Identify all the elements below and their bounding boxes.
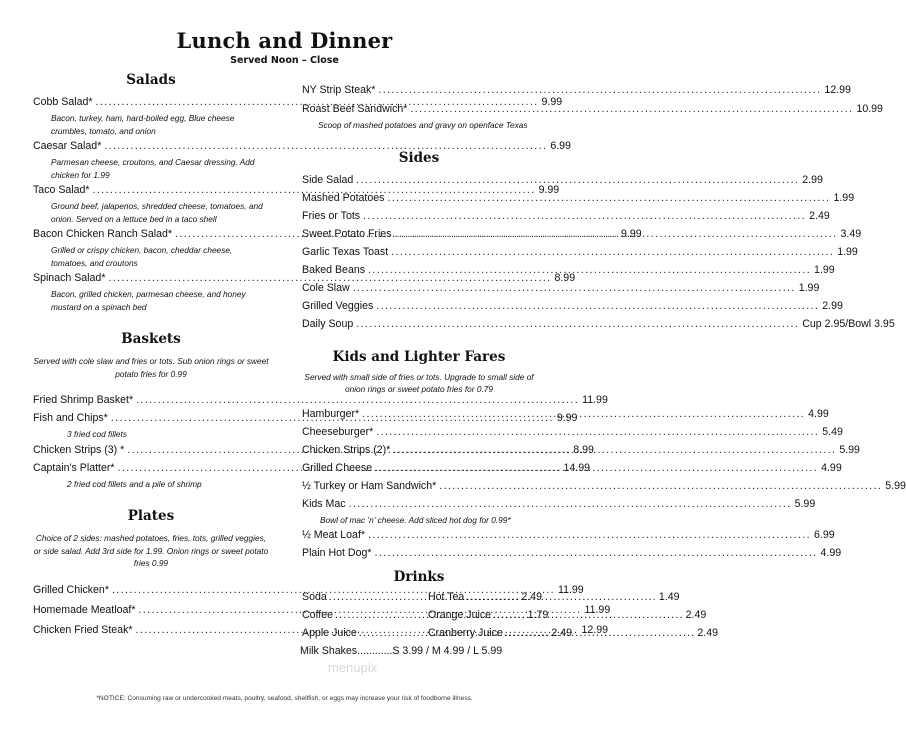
menu-item [302, 281, 820, 295]
item-name: Fries or Tots [302, 209, 361, 222]
item-price: 12.99 [824, 84, 851, 96]
item-name: Grilled Chicken* [33, 583, 109, 596]
drink-name: Hot Tea [428, 591, 465, 603]
menu-item [302, 245, 858, 259]
dot-leader [368, 529, 811, 542]
salads-heading: Salads [126, 72, 176, 88]
baskets-note: Served with cole slaw and fries or tots. Sub onion rings or sweet potato fries for 0.99 [33, 356, 269, 379]
item-price: 11.99 [584, 603, 611, 616]
item-price: 3.49 [840, 227, 862, 240]
menu-subtitle: Served Noon – Close [230, 55, 339, 66]
item-price: 11.99 [582, 394, 608, 406]
dot-leader [393, 444, 836, 457]
kids-note: Served with small side of fries or tots. Upgrade to small side of onion rings or sweet potato fries for 0.79 [304, 371, 534, 394]
item-name: Fish and Chips* [33, 412, 108, 424]
item-name: Roast Beef Sandwich* [302, 103, 408, 115]
milkshakes-text: Milk Shakes............S 3.99 / M 4.99 / L 5.99 [300, 645, 503, 657]
item-price: 9.99 [621, 228, 642, 240]
drink-name: Cranberry Juice [428, 627, 503, 639]
item-price: 1.99 [833, 191, 855, 204]
item-price: 9.99 [556, 412, 578, 424]
item-price: 12.99 [581, 623, 609, 636]
menu-item [33, 140, 571, 153]
menu-item [33, 394, 608, 407]
item-description: 2 fried cod fillets and a pile of shrimp [67, 478, 202, 489]
item-name: Cheeseburger* [302, 425, 374, 438]
item-name: Side Salad [302, 173, 354, 186]
menu-item [302, 84, 851, 97]
item-price: 2.99 [822, 299, 843, 312]
dot-leader [493, 609, 684, 622]
item-name: Daily Soup [302, 317, 354, 330]
item-price: 5.99 [885, 479, 906, 492]
dot-leader [466, 591, 657, 604]
item-price: 5.99 [839, 443, 860, 456]
item-name: Hamburger* [302, 407, 360, 420]
item-name: Sweet Potato Fries [302, 227, 392, 240]
item-name: Cole Slaw [302, 281, 350, 294]
item-price: 9.99 [541, 96, 563, 108]
item-name: Chicken Strips (3) * [33, 443, 125, 456]
dot-leader [410, 103, 853, 116]
dot-leader [349, 498, 792, 511]
menu-item [302, 191, 855, 205]
menu-item [33, 272, 576, 285]
item-price: 4.99 [821, 461, 842, 474]
item-price: 11.99 [557, 583, 584, 596]
item-name: Taco Salad* [33, 184, 90, 196]
item-name: ½ Turkey or Ham Sandwich* [302, 479, 437, 492]
drink-price: 2.49 [697, 627, 718, 639]
dot-leader [378, 84, 821, 97]
item-name: Spinach Salad* [33, 272, 106, 284]
menu-item [302, 497, 816, 511]
item-price: 8.99 [554, 272, 576, 284]
dot-leader [395, 228, 838, 241]
dot-leader [356, 318, 799, 331]
item-price: 2.99 [802, 173, 823, 186]
drink-price: 1.49 [658, 591, 680, 603]
item-description: Bowl of mac 'n' cheese. Add sliced hot dog for 0.99* [320, 514, 511, 525]
menu-item [33, 184, 560, 197]
menu-item [302, 209, 830, 223]
item-description: Bacon, turkey, ham, hard-boiled egg, Blue cheese crumbles, tomato, and onion [51, 113, 235, 136]
item-price: 1.99 [837, 245, 858, 258]
item-price: 14.99 [563, 461, 591, 474]
item-name: Bacon Chicken Ranch Salad* [33, 228, 172, 240]
menu-item [302, 173, 823, 187]
drink-name: Soda [302, 591, 327, 603]
item-description: 3 fried cod fillets [67, 429, 127, 439]
item-price: 6.99 [550, 140, 571, 152]
item-description: Bacon, grilled chicken, parmesan cheese, and honey mustard on a spinach bed [51, 289, 246, 312]
menu-item [302, 299, 843, 313]
drink-name: Coffee [302, 609, 334, 621]
drink-price: 2.49 [685, 609, 707, 621]
item-name: Mashed Potatoes [302, 191, 385, 204]
dot-leader [356, 174, 799, 187]
dot-leader [505, 627, 696, 640]
dot-leader [439, 480, 882, 493]
item-name: Caesar Salad* [33, 140, 102, 152]
item-name: Cobb Salad* [33, 96, 93, 108]
item-name: Garlic Texas Toast [302, 245, 389, 258]
drink-name: Apple Juice [302, 627, 357, 639]
item-description: Scoop of mashed potatoes and gravy on openface Texas [318, 120, 528, 130]
item-price: 5.99 [794, 497, 816, 510]
dot-leader [391, 246, 834, 259]
plates-note: Choice of 2 sides: mashed potatoes, fries, tots, grilled veggies, or side salad. Add 3rd side for 1.99. Onion rings or sweet potato fries 0.99 [33, 533, 269, 568]
item-price: 4.99 [820, 547, 842, 559]
drink-name: Orange Juice [428, 609, 492, 621]
item-price: 8.99 [573, 443, 594, 456]
item-price: Cup 2.95/Bowl 3.95 [802, 317, 895, 330]
drink-price: 1.79 [527, 609, 549, 621]
item-name: Chicken Fried Steak* [33, 623, 133, 636]
dot-leader [368, 264, 811, 277]
drinks-heading: Drinks [393, 569, 445, 585]
item-price: 9.99 [538, 184, 560, 196]
sides-heading: Sides [398, 149, 440, 166]
item-price: 1.99 [814, 263, 835, 276]
dot-leader [376, 300, 819, 313]
menu-item [302, 479, 906, 493]
item-price: 6.99 [814, 529, 835, 541]
item-price: 10.99 [856, 103, 883, 115]
drinks-row [302, 591, 680, 604]
menu-item [302, 547, 842, 560]
item-name: Grilled Cheese [302, 461, 373, 474]
menu-item [302, 529, 835, 542]
dot-leader [363, 210, 806, 223]
menu-item [302, 425, 843, 439]
item-name: ½ Meat Loaf* [302, 529, 366, 541]
dot-leader [353, 282, 796, 295]
dot-leader [362, 408, 805, 421]
drink-price: 2.49 [551, 627, 572, 639]
item-name: Captain's Platter* [33, 461, 115, 474]
foodborne-illness-notice: *NOTICE: Consuming raw or undercooked meats, poultry, seafood, shellfish, or eggs may increase your risk of foodborne illness. [96, 695, 473, 702]
item-name: Plain Hot Dog* [302, 547, 372, 559]
baskets-heading: Baskets [121, 331, 181, 347]
dot-leader [387, 192, 830, 205]
plates-heading: Plates [127, 508, 175, 524]
watermark: menupix [328, 660, 378, 675]
item-name: Baked Beans [302, 263, 366, 276]
menu-item [302, 263, 835, 277]
menu-item [302, 103, 883, 116]
dot-leader [376, 426, 819, 439]
item-price: 1.99 [798, 281, 820, 294]
item-description: Ground beef, jalapenos, shredded cheese, tomatoes, and onion. Served on a lettuce bed in a taco shell [51, 201, 263, 224]
kids-heading: Kids and Lighter Fares [332, 348, 506, 365]
item-description: Grilled or crispy chicken, bacon, cheddar cheese, tomatoes, and croutons [51, 245, 233, 268]
dot-leader [375, 462, 818, 475]
drink-price: 2.49 [521, 591, 542, 603]
menu-item [302, 317, 895, 331]
item-price: 5.49 [822, 425, 843, 438]
item-price: 2.49 [809, 209, 830, 222]
menu-title: Lunch and Dinner [176, 28, 393, 53]
item-name: Kids Mac [302, 497, 346, 510]
item-price: 4.99 [808, 407, 829, 420]
item-name: Homemade Meatloaf* [33, 603, 136, 616]
milkshakes-row [300, 645, 536, 658]
item-name: Fried Shrimp Basket* [33, 394, 134, 406]
item-description: Parmesan cheese, croutons, and Caesar dressing. Add chicken for 1.99 [51, 157, 255, 180]
item-name: Grilled Veggies [302, 299, 374, 312]
dot-leader [375, 547, 818, 560]
item-name: Chicken Strips (2)* [302, 443, 391, 456]
item-name: NY Strip Steak* [302, 84, 376, 96]
